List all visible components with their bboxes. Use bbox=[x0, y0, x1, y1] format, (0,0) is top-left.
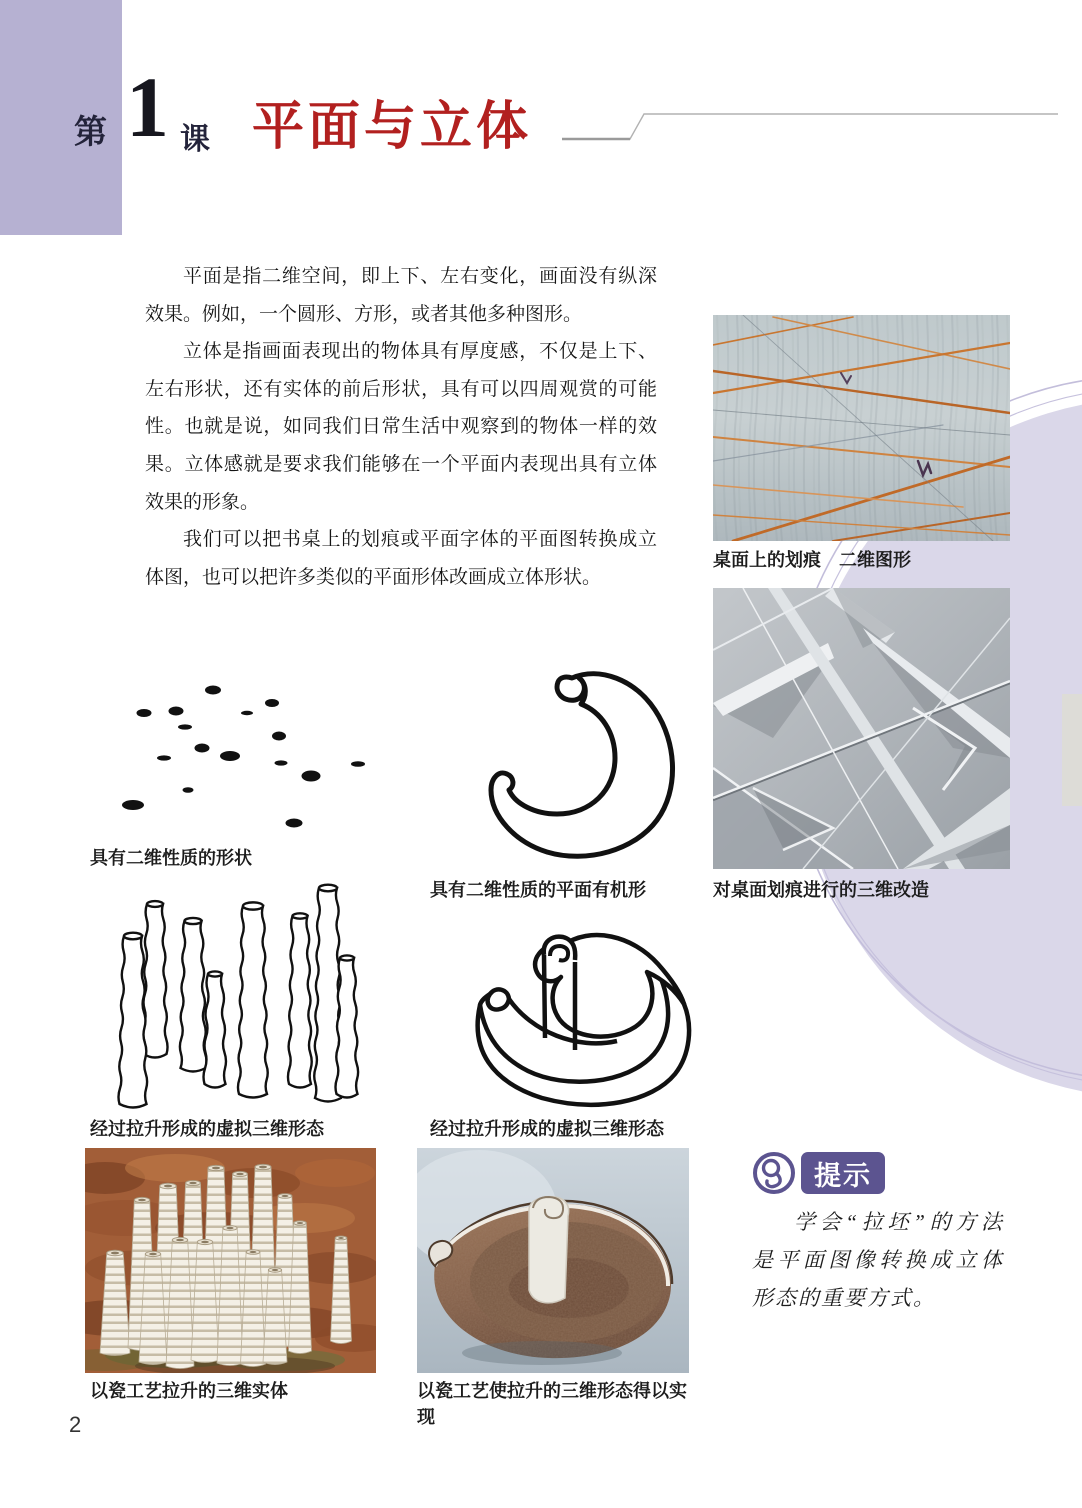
figure-caption: 以瓷工艺拉升的三维实体 bbox=[90, 1381, 288, 1401]
figure-scratches-photo bbox=[713, 315, 1010, 541]
body-text bbox=[145, 258, 657, 596]
tip-label: 提示 bbox=[801, 1152, 885, 1194]
tip-paragraph: 学会“拉坯”的方法是平面图像转换成立体形态的重要方式。 bbox=[752, 1210, 1004, 1310]
figure-paper-relief-photo bbox=[713, 588, 1010, 869]
figure-spiral-bowl-photo bbox=[417, 1148, 689, 1373]
lesson-suffix: 课 bbox=[180, 123, 210, 156]
paragraph: 平面是指二维空间，即上下、左右变化，画面没有纵深效果。例如，一个圆形、方形，或者其他多种图形。 bbox=[145, 266, 657, 325]
figure-caption: 具有二维性质的形状 bbox=[90, 848, 252, 868]
figure-caption: 经过拉升形成的虚拟三维形态 bbox=[430, 1119, 664, 1139]
figure-caption: 对桌面划痕进行的三维改造 bbox=[713, 880, 929, 900]
page-number: 2 bbox=[69, 1412, 82, 1437]
header-decorative-line bbox=[0, 0, 1082, 200]
paragraph: 我们可以把书桌上的划痕或平面字体的平面图转换成立体图，也可以把许多类似的平面形体改画成立体形状。 bbox=[145, 529, 657, 588]
lesson-prefix: 第 bbox=[74, 115, 107, 151]
figure-caption: 桌面上的划痕 二维图形 bbox=[713, 550, 911, 570]
figure-organic-shape-drawing bbox=[435, 618, 700, 868]
figure-dots-drawing bbox=[95, 660, 365, 840]
paragraph: 立体是指画面表现出的物体具有厚度感，不仅是上下、左右形状，还有实体的前后形状，具有可以四周观赏的可能性。也就是说，如同我们日常生活中观察到的物体一样的效果。立体感就是要求我们能够在一个平面内表现出具有立体效果的形象。 bbox=[145, 341, 657, 513]
figure-caption: 以瓷工艺使拉升的三维形态得以实现 bbox=[417, 1381, 687, 1427]
lesson-number: 1 bbox=[126, 59, 169, 155]
figure-wavy-tubes-drawing bbox=[85, 876, 397, 1110]
figure-caption: 经过拉升形成的虚拟三维形态 bbox=[90, 1119, 324, 1139]
page-title: 平面与立体 bbox=[252, 99, 533, 156]
figure-extruded-spiral-drawing bbox=[447, 910, 697, 1115]
tip-icon bbox=[751, 1150, 797, 1196]
figure-ceramic-towers-photo bbox=[85, 1148, 376, 1373]
figure-caption: 具有二维性质的平面有机形 bbox=[430, 880, 646, 900]
right-edge-gray-block bbox=[1062, 694, 1082, 806]
tip-text bbox=[752, 1203, 1004, 1317]
